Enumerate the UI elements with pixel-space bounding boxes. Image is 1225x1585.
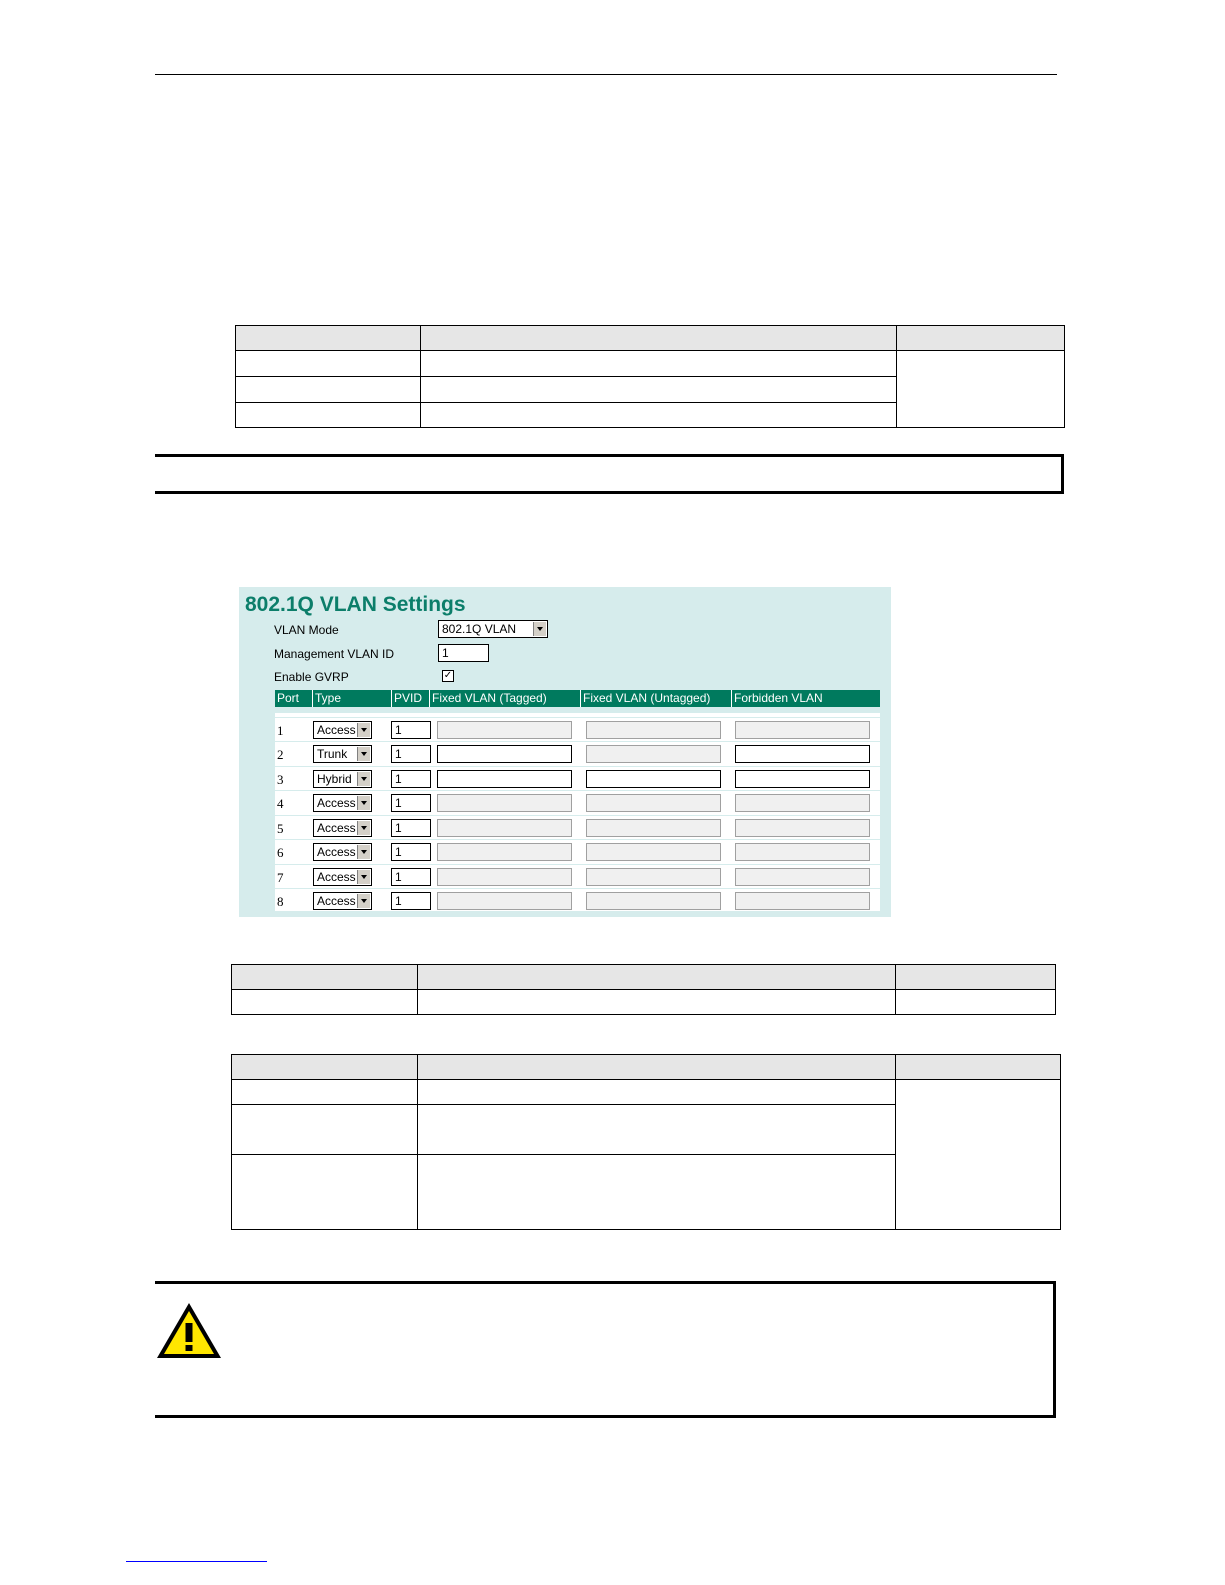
type-value: Access — [317, 723, 356, 737]
type-select[interactable] — [313, 868, 372, 886]
table-cell — [232, 1155, 418, 1230]
table-header-cell — [418, 965, 896, 990]
type-value: Access — [317, 845, 356, 859]
table-cell — [418, 1155, 896, 1230]
pvid-input[interactable]: 1 — [391, 868, 431, 886]
table-cell — [421, 351, 897, 377]
chevron-down-icon[interactable] — [357, 772, 370, 786]
table-cell — [236, 377, 421, 403]
fixed-untagged-input — [586, 843, 721, 861]
fixed-tagged-input[interactable] — [437, 745, 572, 763]
type-value: Access — [317, 894, 356, 908]
chevron-down-icon[interactable] — [357, 894, 370, 908]
port-number: 4 — [277, 796, 284, 811]
port-row — [275, 766, 880, 790]
port-grid — [275, 713, 880, 911]
fixed-untagged-input — [586, 892, 721, 910]
header-rule — [155, 74, 1057, 75]
table-header-cell — [232, 965, 418, 990]
table-cell — [236, 351, 421, 377]
footer-link[interactable] — [126, 1561, 267, 1562]
table-header-cell — [232, 1055, 418, 1080]
col-type: Type — [312, 690, 391, 707]
port-row — [275, 815, 880, 839]
port-number: 3 — [277, 772, 284, 787]
fixed-tagged-input — [437, 794, 572, 812]
forbidden-input — [735, 819, 870, 837]
pvid-input[interactable]: 1 — [391, 892, 431, 910]
table-cell — [232, 990, 418, 1015]
gvrp-checkbox[interactable]: ✓ — [443, 670, 453, 681]
pvid-input[interactable]: 1 — [391, 721, 431, 739]
table-header-cell — [421, 326, 897, 351]
table-header-cell — [896, 1055, 1061, 1080]
type-select[interactable] — [313, 819, 372, 837]
type-value: Access — [317, 796, 356, 810]
type-select[interactable] — [313, 770, 372, 788]
port-row — [275, 790, 880, 814]
gvrp-label: Enable GVRP — [274, 670, 349, 684]
port-number: 7 — [277, 870, 284, 885]
forbidden-input[interactable] — [735, 770, 870, 788]
vlan-mode-label: VLAN Mode — [274, 623, 339, 637]
fixed-untagged-input[interactable] — [586, 770, 721, 788]
port-number: 8 — [277, 894, 284, 909]
table-cell — [418, 1105, 896, 1155]
table-cell — [896, 1080, 1061, 1230]
warning-triangle-icon — [155, 1301, 223, 1361]
col-fixed-untagged: Fixed VLAN (Untagged) — [580, 690, 731, 707]
port-number: 1 — [277, 723, 284, 738]
table-cell — [897, 351, 1065, 428]
port-row — [275, 741, 880, 765]
table-cell — [418, 990, 896, 1015]
table-header-cell — [236, 326, 421, 351]
settings-table-3 — [231, 1054, 1061, 1230]
port-row — [275, 864, 880, 888]
col-pvid: PVID — [391, 690, 429, 707]
table-cell — [232, 1105, 418, 1155]
fixed-tagged-input — [437, 819, 572, 837]
type-select[interactable] — [313, 745, 372, 763]
type-value: Access — [317, 870, 356, 884]
vlan-mode-value: 802.1Q VLAN — [442, 622, 517, 636]
fixed-untagged-input — [586, 721, 721, 739]
chevron-down-icon[interactable] — [533, 622, 546, 636]
fixed-untagged-input — [586, 794, 721, 812]
table-cell — [236, 403, 421, 428]
vlan-settings-panel — [239, 587, 891, 917]
vlan-mode-select[interactable] — [438, 620, 548, 638]
pvid-input[interactable]: 1 — [391, 745, 431, 763]
panel-title: 802.1Q VLAN Settings — [245, 593, 466, 616]
pvid-input[interactable]: 1 — [391, 843, 431, 861]
forbidden-input — [735, 794, 870, 812]
fixed-untagged-input — [586, 868, 721, 886]
mgmt-vlan-label: Management VLAN ID — [274, 647, 395, 661]
table-header-cell — [418, 1055, 896, 1080]
port-number: 6 — [277, 845, 284, 860]
port-grid-header — [275, 690, 880, 707]
fixed-tagged-input — [437, 721, 572, 739]
chevron-down-icon[interactable] — [357, 870, 370, 884]
type-value: Trunk — [317, 747, 348, 761]
port-number: 2 — [277, 747, 284, 762]
forbidden-input — [735, 892, 870, 910]
type-value: Hybrid — [317, 772, 352, 786]
forbidden-input — [735, 721, 870, 739]
table-cell — [421, 403, 897, 428]
table-cell — [421, 377, 897, 403]
forbidden-input[interactable] — [735, 745, 870, 763]
pvid-input[interactable]: 1 — [391, 770, 431, 788]
chevron-down-icon[interactable] — [357, 723, 370, 737]
port-row — [275, 839, 880, 863]
fixed-tagged-input[interactable] — [437, 770, 572, 788]
port-row — [275, 888, 880, 912]
type-select[interactable] — [313, 721, 372, 739]
fixed-tagged-input — [437, 843, 572, 861]
col-forbidden: Forbidden VLAN — [731, 690, 880, 707]
type-select[interactable] — [313, 843, 372, 861]
forbidden-input — [735, 843, 870, 861]
fixed-untagged-input — [586, 745, 721, 763]
settings-table-1 — [235, 325, 1065, 428]
pvid-input[interactable]: 1 — [391, 794, 431, 812]
type-value: Access — [317, 821, 356, 835]
col-fixed-tagged: Fixed VLAN (Tagged) — [429, 690, 580, 707]
table-header-cell — [897, 326, 1065, 351]
fixed-tagged-input — [437, 868, 572, 886]
forbidden-input — [735, 868, 870, 886]
warning-box — [155, 1281, 1056, 1418]
type-select[interactable] — [313, 794, 372, 812]
col-port: Port — [277, 691, 300, 705]
settings-table-2 — [231, 964, 1056, 1015]
table-cell — [232, 1080, 418, 1105]
type-select[interactable] — [313, 892, 372, 910]
note-box — [155, 454, 1064, 494]
chevron-down-icon[interactable] — [357, 821, 370, 835]
port-number: 5 — [277, 821, 284, 836]
mgmt-vlan-input[interactable]: 1 — [438, 644, 489, 662]
fixed-tagged-input — [437, 892, 572, 910]
chevron-down-icon[interactable] — [357, 747, 370, 761]
fixed-untagged-input — [586, 819, 721, 837]
table-cell — [896, 990, 1056, 1015]
chevron-down-icon[interactable] — [357, 845, 370, 859]
table-header-cell — [896, 965, 1056, 990]
pvid-input[interactable]: 1 — [391, 819, 431, 837]
port-row — [275, 717, 880, 741]
chevron-down-icon[interactable] — [357, 796, 370, 810]
table-cell — [418, 1080, 896, 1105]
